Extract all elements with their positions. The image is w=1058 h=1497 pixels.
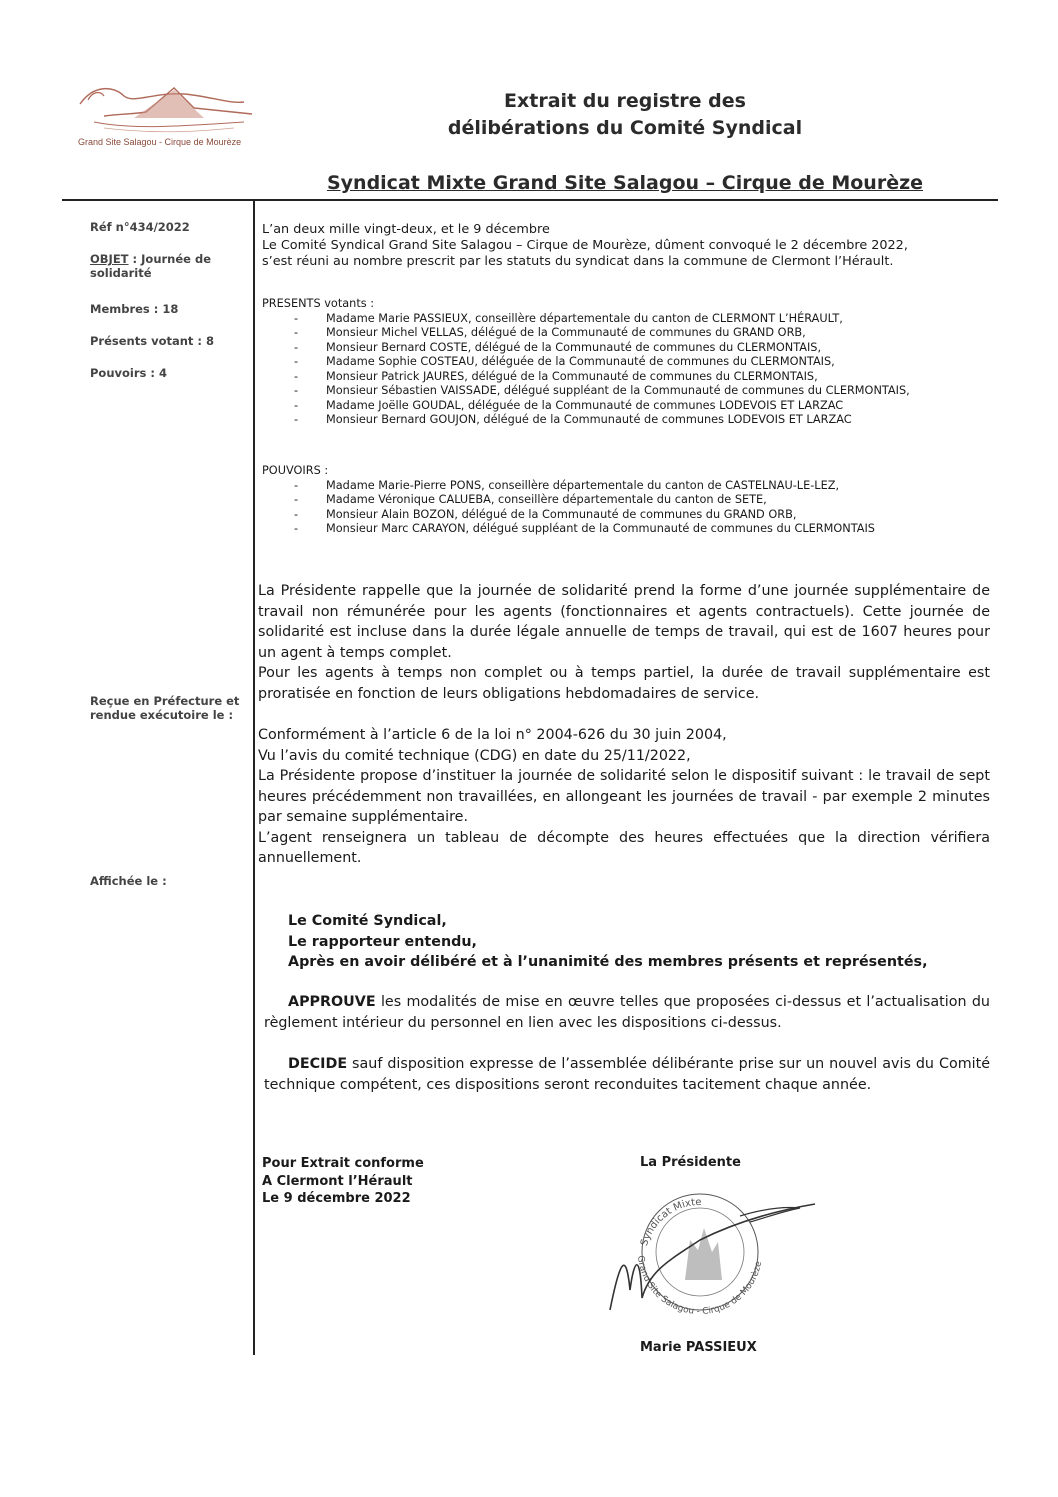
body-paragraphs-2: [258, 725, 990, 869]
approuve-text: les modalités de mise en œuvre telles que proposées ci-dessus et l’actualisation du règlement intérieur du personnel en lien avec les dispositions ci-dessus.: [264, 994, 990, 1031]
certification-line: Le 9 décembre 2022: [262, 1191, 411, 1206]
body-paragraph: L’agent renseignera un tableau de décompte des heures effectuées que la direction vérifiera annuellement.: [258, 829, 990, 866]
decision-line: Le rapporteur entendu,: [288, 933, 477, 950]
reference-number: Réf n°434/2022: [90, 220, 190, 234]
certification-block: [262, 1155, 424, 1208]
decide-text: sauf disposition expresse de l’assemblée délibérante prise sur un nouvel avis du Comité technique compétent, ces dispositions seront reconduites tacitement chaque année.: [264, 1056, 990, 1093]
pouvoirs-count: Pouvoirs : 4: [90, 366, 167, 380]
list-item: - Madame Marie PASSIEUX, conseillère départementale du canton de CLERMONT L’HÉRAULT,: [262, 312, 990, 327]
decision-line: Après en avoir délibéré et à l’unanimité des membres présents et représentés,: [288, 954, 928, 970]
signatory-title: La Présidente: [640, 1155, 741, 1170]
objet-value: : Journée de solidarité: [90, 252, 211, 280]
pouvoirs-label: POUVOIRS :: [262, 464, 329, 477]
body-paragraph: Pour les agents à temps non complet ou à temps partiel, la durée de travail supplémentaire est proratisée en fonction de leurs obligations hebdomadaires de service.: [258, 665, 990, 702]
certification-line: Pour Extrait conforme: [262, 1156, 424, 1171]
list-item: - Monsieur Michel VELLAS, délégué de la Communauté de communes du GRAND ORB,: [262, 326, 990, 341]
list-item: - Monsieur Bernard GOUJON, délégué de la Communauté de communes LODEVOIS ET LARZAC: [262, 413, 990, 428]
presents-count: Présents votant : 8: [90, 334, 215, 348]
intro-line: L’an deux mille vingt-deux, et le 9 décembre: [262, 222, 550, 237]
document-title-line2: délibérations du Comité Syndical: [447, 117, 803, 139]
membres-count: Membres : 18: [90, 302, 179, 316]
decision-line: Le Comité Syndical,: [288, 913, 447, 929]
certification-line: A Clermont l’Hérault: [262, 1173, 413, 1189]
list-item: - Madame Véronique CALUEBA, conseillère départementale du canton de SETE,: [262, 493, 990, 508]
pouvoirs-section: [262, 464, 990, 537]
stamp-text-bottom: Grand Site Salagou - Cirque de Mourèze: [635, 1254, 765, 1318]
official-stamp-and-signature: [590, 1180, 820, 1320]
list-item: - Monsieur Alain BOZON, délégué de la Communauté de communes du GRAND ORB,: [262, 508, 990, 523]
header-rule: [62, 199, 998, 201]
presents-section: [262, 297, 990, 428]
objet-label: OBJET: [90, 252, 129, 266]
list-item: - Monsieur Patrick JAURES, délégué de la Communauté de communes du CLERMONTAIS,: [262, 370, 990, 385]
approuve-paragraph: [264, 992, 990, 1033]
body-paragraph: Conformément à l’article 6 de la loi n° 2004-626 du 30 juin 2004,: [258, 727, 727, 743]
list-item: - Monsieur Marc CARAYON, délégué suppléant de la Communauté de communes du CLERMONTAIS: [262, 522, 990, 537]
list-item: - Monsieur Bernard COSTE, délégué de la Communauté de communes du CLERMONTAIS,: [262, 341, 990, 356]
body-paragraph: Vu l’avis du comité technique (CDG) en date du 25/11/2022,: [258, 747, 691, 764]
intro-line: Le Comité Syndical Grand Site Salagou – Cirque de Mourèze, dûment convoqué le 2 décembre 2022,: [262, 238, 908, 253]
logo-caption: Grand Site Salagou - Cirque de Mourèze: [78, 137, 242, 147]
objet-block: [90, 252, 250, 280]
intro-block: [262, 222, 990, 270]
decision-preamble: [288, 911, 988, 973]
prefecture-label: Reçue en Préfecture et rendue exécutoire le :: [90, 694, 240, 722]
svg-text:Syndicat Mixte: [639, 1197, 702, 1247]
column-divider: [253, 201, 255, 1355]
body-paragraphs-1: [258, 581, 990, 704]
signatory-name: Marie PASSIEUX: [640, 1340, 757, 1355]
stamp-text-top: Syndicat Mixte: [639, 1196, 702, 1248]
body-paragraph: La Présidente rappelle que la journée de solidarité prend la forme d’une journée supplémentaire de travail non rémunérée pour les agents (fonctionnaires et agents contractuels). Cette journée de solidarité est incluse dans la durée légale annuelle de temps de travail, qui est de 1607 heures pour un agent à temps complet.: [258, 583, 990, 661]
document-subtitle: Syndicat Mixte Grand Site Salagou – Cirque de Mourèze: [326, 172, 924, 194]
decide-keyword: DECIDE: [288, 1056, 348, 1072]
body-paragraph: La Présidente propose d’instituer la journée de solidarité selon le dispositif suivant : le travail de sept heures précédemment non travaillées, en allongeant les journées de travail - par exemple 2 minutes par semaine supplémentaire.: [258, 768, 990, 825]
intro-line: s’est réuni au nombre prescrit par les statuts du syndicat dans la commune de Clermont l’Hérault.: [262, 254, 894, 269]
list-item: - Monsieur Sébastien VAISSADE, délégué suppléant de la Communauté de communes du CLERMONTAIS,: [262, 384, 990, 399]
approuve-keyword: APPROUVE: [288, 994, 376, 1010]
presents-label: PRESENTS votants :: [262, 297, 375, 310]
list-item: - Madame Joëlle GOUDAL, déléguée de la Communauté de communes LODEVOIS ET LARZAC: [262, 399, 990, 414]
document-title-line1: Extrait du registre des: [504, 90, 746, 112]
list-item: - Madame Marie-Pierre PONS, conseillère départementale du canton de CASTELNAU-LE-LEZ,: [262, 479, 990, 494]
list-item: - Madame Sophie COSTEAU, déléguée de la Communauté de communes du CLERMONTAIS,: [262, 355, 990, 370]
affichee-label: Affichée le :: [90, 874, 167, 888]
decide-paragraph: [264, 1054, 990, 1095]
